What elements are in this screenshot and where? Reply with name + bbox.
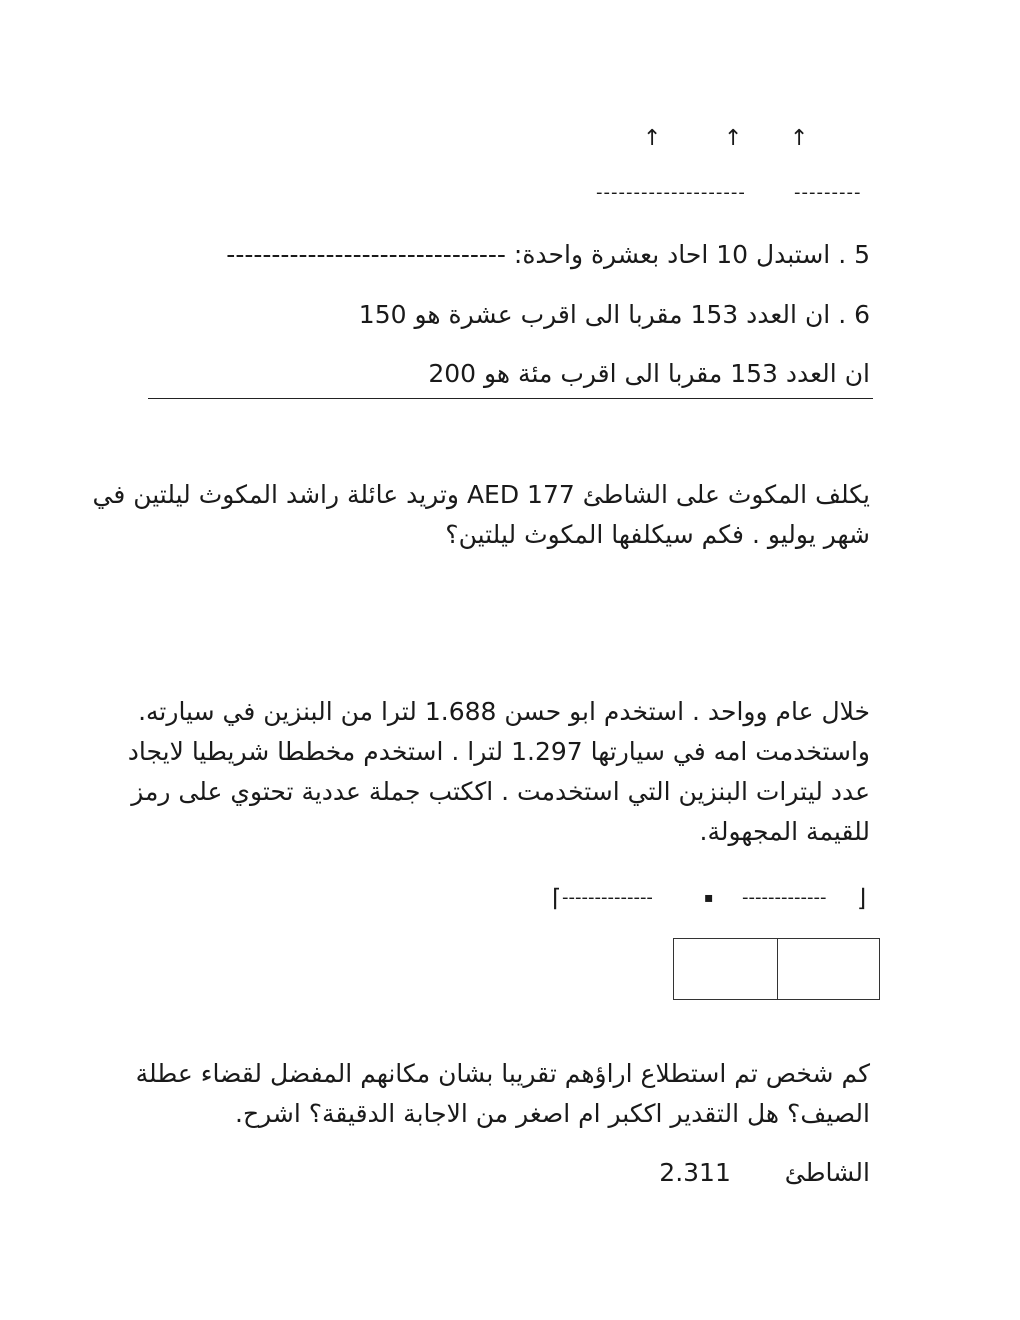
beach-question-line-1: يكلف المكوث على الشاطئ AED 177 وتريد عائلة راشد المكوث ليلتين في xyxy=(92,480,870,509)
bar-model xyxy=(552,878,870,918)
bar-right-segment: ------------- xyxy=(742,887,827,908)
petrol-question xyxy=(128,692,870,852)
beach-question-line-2: شهر يوليو . فكم سيكلفها المكوث ليلتين؟ xyxy=(445,520,870,549)
answer-blank-2: --------- xyxy=(794,182,862,203)
answer-box-right[interactable] xyxy=(776,938,880,1000)
bar-divider-marker: ▪ xyxy=(704,890,714,906)
petrol-question-line-2: واستخدمت امه في سيارتها 1.297 لترا . استخدم مخططا شريطيا لايجاد xyxy=(127,737,870,766)
beach-question xyxy=(92,475,870,555)
up-arrow-icon-1: ↑ xyxy=(643,126,662,151)
answer-box-left[interactable] xyxy=(673,938,778,1000)
survey-row-beach xyxy=(659,1156,870,1190)
answer-blank-1: -------------------- xyxy=(596,182,746,203)
survey-question xyxy=(136,1054,870,1134)
petrol-question-line-1: خلال عام وواحد . استخدم ابو حسن 1.688 لترا من البنزين في سيارته. xyxy=(138,697,870,726)
up-arrow-icon-2: ↑ xyxy=(724,126,743,151)
bar-left-segment: -------------- xyxy=(562,887,653,908)
petrol-question-line-3: عدد ليترات البنزين التي استخدمت . اككتب جملة عددية تحتوي على رمز xyxy=(131,777,870,806)
survey-question-line-1: كم شخص تم استطلاع اراؤهم تقريبا بشان مكانهم المفضل لقضاء عطلة xyxy=(135,1059,870,1088)
survey-row-value: 2.311 xyxy=(659,1158,731,1187)
bar-left-cap: ⌈ xyxy=(552,884,562,912)
section-divider xyxy=(148,398,873,399)
bar-right-cap: ⌋ xyxy=(857,884,867,912)
item-5: 5 . استبدل 10 احاد بعشرة واحدة: ------------------------------- xyxy=(226,240,870,269)
item-6-hundreds: ان العدد 153 مقربا الى اقرب مئة هو 200 xyxy=(428,359,870,388)
petrol-question-line-4: للقيمة المجهولة. xyxy=(699,817,870,846)
item-6-tens: 6 . ان العدد 153 مقربا الى اقرب عشرة هو 150 xyxy=(358,300,870,329)
up-arrow-icon-3: ↑ xyxy=(790,126,809,151)
survey-row-label: الشاطئ xyxy=(784,1158,870,1187)
survey-question-line-2: الصيف؟ هل التقدير اككبر ام اصغر من الاجابة الدقيقة؟ اشرح. xyxy=(235,1099,870,1128)
